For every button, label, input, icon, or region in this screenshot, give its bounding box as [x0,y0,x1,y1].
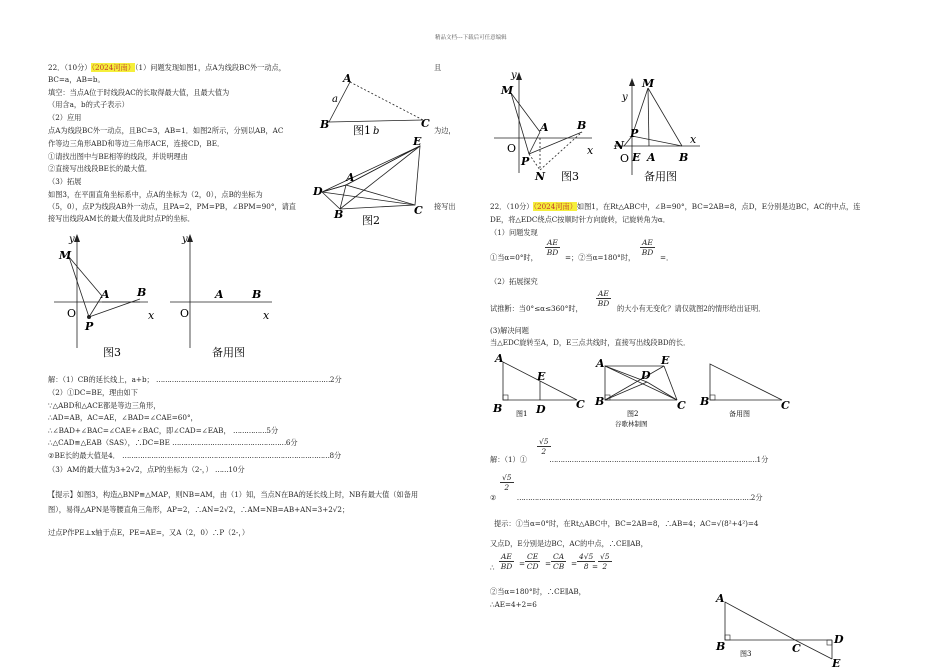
left-line-10: 如图3，在平面直角坐标系中，点A的坐标为（2，0），点B的坐标为 [48,190,263,199]
rfig3-label-b: B [577,119,587,132]
rf2-label-a: A [596,357,605,370]
svg-text:x: x [148,309,155,322]
left-line-11: （5，0），点P为线段AB外一动点，且PA=2，PM=PB，∠BPM=90°，请直 [48,202,296,211]
frac-num: CE [527,552,539,561]
fig2-label-a: A [346,171,355,184]
solution-8-text: （3）AM的最大值为3+2√2，点P的坐标为（2-，） [48,465,213,474]
left-line-5: 点A为线段BC外一动点，且BC=3，AB=1．如图2所示，分别以AB，AC [48,126,284,135]
fig1-caption: 图1 [353,124,371,137]
solution-6-text: ∴△CAD≌△EAB（SAS），∴DC=BE [48,438,170,447]
eq-1: = [519,559,526,568]
rf2-label-b: B [595,395,605,408]
right-question-intro [490,202,860,211]
fig1-label-b: B [320,118,330,131]
right-hint-1-text: 提示：①当α=0°时，在Rt△ABC中，BC=2AB=8，∴AB=4；AC= [494,519,717,528]
rf2-caption: 图2 [627,410,639,418]
frac-den: CD [526,562,539,571]
right-hint-3: ②当α=180°时，∴CE∥AB， [490,587,586,596]
svg-text:x: x [263,309,270,322]
rb2-label-c: C [781,399,790,412]
left-line-2: 填空：当点A位于时线段AC的长取得最大值，且最大值为 [48,88,230,97]
right-question-text: 如图1，在Rt△ABC中，∠B=90°，BC=2AB=8，点D，E分别是边BC，AC的中点，连 [576,202,861,211]
right-question-tag: （2024河南） [533,202,577,211]
right-backup-figure [612,70,712,185]
left-side-word-1: 为边， [434,126,456,135]
frac-den: BD [641,248,654,257]
right-hint-sqrt: √(8²+4²) [716,519,748,528]
rbackup-label-e: E [632,151,641,164]
fig1-label-a: A [343,72,352,85]
right-fraction-chain: ∴ [490,563,495,572]
left-hint-3: 过点P作PE⊥x轴于点E，PE=AE=，又A（2，0）∴P（2-，） [48,528,250,537]
left-hint-1: 【提示】如图3，构造△BNP≌△MAP，则NB=AM，由（1）知，当点N在BA的延长线上时，NB有最大值（如备用 [48,490,419,499]
rbackup-label-b: B [679,151,689,164]
fig3-label-b: B [137,286,147,299]
frac-den: 2 [504,483,510,492]
right-score-1: 1分 [756,455,769,464]
frac-num: AE [547,238,558,247]
fig3-label-a: A [101,288,110,301]
rfig3-caption: 图3 [561,170,579,183]
rf1-label-c: C [576,398,585,411]
right-hint-1-tail: =4 [747,519,759,528]
right-part1-b: =；②当α=180°时， [565,253,636,262]
frac-den: 2 [602,562,608,571]
left-solution-1: 解：（1）CB的延长线上，a+b； ……………………………………………………………………2分 [48,375,342,384]
right-hint-1 [494,519,759,528]
frac-num: CA [553,552,565,561]
left-side-word-2: 接写出 [434,202,456,211]
backup-label-a: A [215,288,224,301]
left-line-1: BC=a，AB=b。 [48,75,105,84]
left-line-7: ①请找出图中与BE相等的线段，并说明理由 [48,152,188,161]
fig2-label-b: B [334,208,344,221]
right-part3: (3)解决问题 [490,326,529,335]
right-part3-text: 当△EDC旋转至A，D，E三点共线时，直接写出线段BD的长． [490,338,691,347]
left-figure-1 [315,70,430,140]
frac-ae-bd-3 [596,289,611,308]
rbf3-label-d: D [834,633,844,646]
fig2-label-e: E [413,135,422,148]
svg-text:y: y [511,70,517,81]
eq-4: = [592,562,599,571]
rbf3-label-b: B [716,640,726,653]
svg-text:a: a [332,94,338,105]
rf1-label-d: D [536,403,546,416]
right-backup-figure-2 [697,352,797,422]
rbf3-caption: 图3 [740,650,752,658]
right-solution-1-text: 解：（1）① [490,455,527,464]
eq-2: = [545,559,552,568]
left-figure-2 [310,135,435,225]
frac-den: CB [552,562,565,571]
svg-text:y: y [182,234,188,245]
left-question-tag: （2024河南） [91,63,135,72]
rb2-label-b: B [700,395,710,408]
left-line-8: ②直接写出线段BE长的最大值． [48,164,152,173]
frac-den: BD [546,248,559,257]
rbackup-label-p: P [630,127,639,140]
left-line-6: 作等边三角形ABD和等边三角形ACE，连接CD，BE． [48,139,225,148]
svg-text:y: y [622,92,628,103]
frac-num: √5 [600,552,610,561]
left-intro-tail: 且 [434,63,442,72]
left-question-intro [48,63,286,72]
right-hint-2: 又点D，E分别是边BC，AC的中点，∴CE∥AB， [490,539,648,548]
left-solution-4: ∴AD=AB，AC=AE，∠BAD=∠CAE=60°， [48,413,198,422]
right-question-number: 22．（10分） [490,202,534,211]
rf1-caption: 图1 [516,410,528,418]
rfig3-label-a: A [540,121,549,134]
rf1-label-b: B [493,402,503,415]
fig2-label-d: D [313,185,323,198]
rf1-label-a: A [495,352,504,365]
right-part1-c: =． [660,253,674,262]
fig1-label-c: C [421,117,430,130]
left-solution-2: （2）①DC=BE，理由如下 [48,388,138,397]
rfig3-label-m: M [501,84,514,97]
rf2-subcaption: 谷歌林制图 [615,420,648,428]
score-8: 8分 [329,451,342,460]
right-part2-pre: 试推断：当0°≤α≤360°时， [490,304,583,313]
right-figure-3 [492,68,612,183]
fig3-label-m: M [59,249,72,262]
solution-1-text: 解：（1）CB的延长线上，a+b； [48,375,154,384]
frac-num: AE [501,552,512,561]
frac-den: 8 [583,562,589,571]
left-solution-5: ∴∠BAD+∠BAC=∠CAE+∠BAC，即∠CAD=∠EAB， ……………5分 [48,426,279,435]
left-line-12: 接写出线段AM长的最大值及此时点P的坐标． [48,214,195,223]
rbf3-label-e: E [832,657,841,670]
left-figure-3 [52,230,172,360]
right-part2-post: 的大小有无变化？请仅就图2的情形给出证明． [617,304,766,313]
rbf3-label-c: C [792,642,801,655]
backup-label-b: B [252,288,262,301]
right-part2: （2）拓展探究 [490,277,538,286]
left-question-text: （1）问题发现如图1，点A为线段BC外一动点， [134,63,286,72]
rbackup-label-n: N [614,139,625,152]
left-solution-6: ∴△CAD≌△EAB（SAS），∴DC=BE ……………………………………………6分 [48,438,298,447]
rbackup-label-a: A [647,151,656,164]
frac-num: AE [598,289,609,298]
rb2-caption: 备用图 [729,410,750,418]
rf2-label-d: D [641,369,651,382]
frac-ae-bd-2 [640,238,655,257]
chain-frac-1 [499,552,514,571]
fig3-caption: 图3 [103,346,121,359]
left-solution-3: ∵△ABD和△ACE都是等边三角形， [48,401,161,410]
frac-num: √5 [502,473,512,482]
frac-num: √5 [539,437,549,446]
right-hint-4: ∴AE=4+2=6 [490,600,537,609]
right-figure-1 [490,352,590,422]
solution-7-text: ②BE长的最大值是4． [48,451,120,460]
svg-text:O: O [620,152,630,165]
right-score-2: 2分 [750,493,763,502]
frac-den: BD [597,299,610,308]
left-solution-8: （3）AM的最大值为3+2√2，点P的坐标为（2-，） ……10分 [48,465,245,474]
score-5: 5分 [266,426,279,435]
fig3-label-p: P [85,320,94,333]
frac-num: 4√5 [579,552,594,561]
svg-text:x: x [587,144,594,157]
score-6: 6分 [285,438,298,447]
right-figure-2 [592,352,702,432]
rfig3-label-n: N [535,170,546,183]
rfig3-label-p: P [521,155,530,168]
score-10: 10分 [228,465,245,474]
sol-frac-2 [500,473,514,492]
left-line-3: （用含a，b的式子表示） [48,100,129,109]
backup-caption: 备用图 [212,346,245,359]
svg-text:b: b [373,126,380,137]
right-question-line2: DE，将△EDC绕点C按顺时针方向旋转，记旋转角为α． [490,215,670,224]
right-part1-a: ①当α=0°时， [490,253,538,262]
chain-frac-5 [598,552,612,571]
right-part1: （1）问题发现 [490,228,538,237]
svg-text:O: O [507,142,517,155]
rf1-label-e: E [537,370,546,383]
svg-text:y: y [69,234,75,245]
page-header: 精品文档---下载后可任意编辑 [435,35,507,41]
frac-ae-bd-1 [545,238,560,257]
eq-3: = [571,559,578,568]
left-line-9: （3）拓展 [48,177,82,186]
chain-frac-2 [525,552,540,571]
rf2-label-e: E [661,354,670,367]
left-line-4: （2）应用 [48,113,82,122]
sol-frac-1 [537,437,551,456]
solution-5-text: ∴∠BAD+∠BAC=∠CAE+∠BAC，即∠CAD=∠EAB， [48,426,231,435]
rbackup-caption: 备用图 [644,170,677,183]
frac-den: 2 [541,447,547,456]
left-backup-figure [168,230,283,360]
left-question-number: 22．（10分） [48,63,92,72]
svg-text:x: x [690,133,697,146]
fig2-caption: 图2 [362,214,380,227]
rbf3-label-a: A [716,592,725,605]
score-1: 2分 [329,375,342,384]
frac-num: AE [642,238,653,247]
rf2-label-c: C [677,399,686,412]
fig2-label-c: C [414,204,423,217]
right-solution-2: ② ……………………………………………………………………………………………2分 [490,493,763,502]
frac-den: BD [500,562,513,571]
left-hint-2: 图），易得△APN是等腰直角三角形，AP=2，∴AN=2√2，∴AM=NB=AB+AN=3+2√2； [48,505,350,514]
right-solution-1: 解：（1）① …………………………………………………………………………………1分 [490,455,769,464]
rbackup-label-m: M [642,77,655,90]
svg-text:O: O [180,307,190,320]
left-solution-7: ②BE长的最大值是4． …………………………………………………………………………………8分 [48,451,342,460]
chain-frac-3 [551,552,566,571]
right-bottom-figure-3 [710,590,850,670]
svg-text:O: O [67,307,77,320]
